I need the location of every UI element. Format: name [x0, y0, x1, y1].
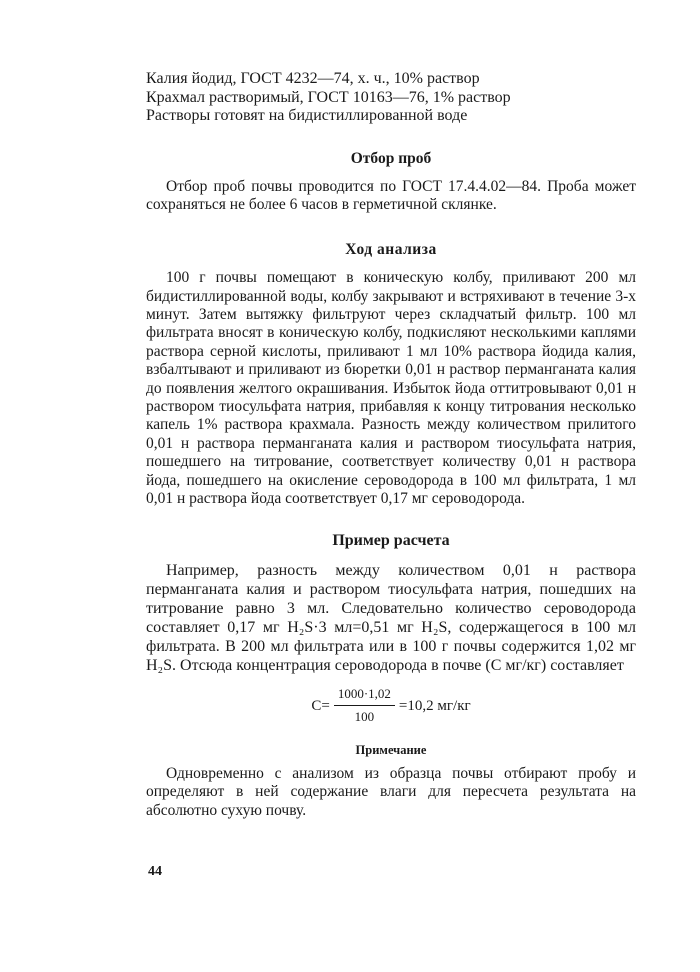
example-paragraph: Например, разность между количеством 0,01 н раствора перманганата калия и раствором тиосульфата натрия, пошедших на титрование равно 3 мл. Следовательно количество сероводорода составляет 0,17 мг H₂S·3 мл=0,51 мг H₂S, содержащегося в 100 мл фильтрата. В 200 мл фильтрата или в 100 г почвы содержится 1,02 мг H₂S. Отсюда концентрация сероводорода в почве (С мг/кг) составляет	[146, 561, 636, 674]
analysis-paragraph: 100 г почвы помещают в коническую колбу, приливают 200 мл бидистиллированной воды, колбу закрывают и встряхивают в течение 3-х минут. Затем вытяжку фильтруют через складчатый фильтр. 100 мл фильтрата вносят в коническую колбу, подкисляют несколькими каплями раствора серной кислоты, приливают 1 мл 10% раствора йодида калия, взбалтывают и приливают из бюретки 0,01 н раствор перманганата калия до появления желтого окрашивания. Избыток йода оттитровывают 0,01 н раствором тиосульфата натрия, прибавляя к концу титрования несколько капель 1% раствора крахмала. Разность между количеством прилитого 0,01 н раствора перманганата калия и раствором тиосульфата натрия, пошедшего на титрование, соответствует количеству 0,01 н раствора йода, пошедшего на окисление сероводорода в 100 мл фильтрата, 1 мл 0,01 н раствора йода соответствует 0,17 мг сероводорода.	[146, 269, 636, 507]
formula-lhs: С=	[311, 697, 330, 714]
section-heading-sampling: Отбор проб	[350, 149, 432, 167]
formula-numerator: 1000·1,02	[334, 685, 395, 706]
section-heading-example: Пример расчета	[332, 532, 450, 550]
formula-denominator: 100	[354, 709, 375, 725]
page-number: 44	[148, 864, 162, 879]
concentration-formula	[146, 685, 636, 727]
formula-fraction	[334, 685, 395, 727]
reagent-potassium-iodide: Калия йодид, ГОСТ 4232—74, х. ч., 10% раствор	[146, 70, 480, 87]
section-heading-analysis: Ход анализа	[345, 240, 437, 258]
note-paragraph: Одновременно с анализом из образца почвы отбирают пробу и определяют в ней содержание влаги для пересчета результата на абсолютно сухую почву.	[146, 765, 636, 819]
formula-rhs: =10,2 мг/кг	[398, 697, 471, 714]
document-page	[146, 70, 636, 820]
section-heading-note: Примечание	[355, 742, 427, 757]
sampling-paragraph: Отбор проб почвы проводится по ГОСТ 17.4.4.02—84. Проба может сохраняться не более 6 часов в герметичной склянке.	[146, 177, 636, 214]
reagent-starch: Крахмал растворимый, ГОСТ 10163—76, 1% раствор	[146, 88, 511, 106]
reagents-list	[146, 70, 636, 126]
reagent-solutions-note: Растворы готовят на бидистиллированной воде	[146, 107, 468, 124]
